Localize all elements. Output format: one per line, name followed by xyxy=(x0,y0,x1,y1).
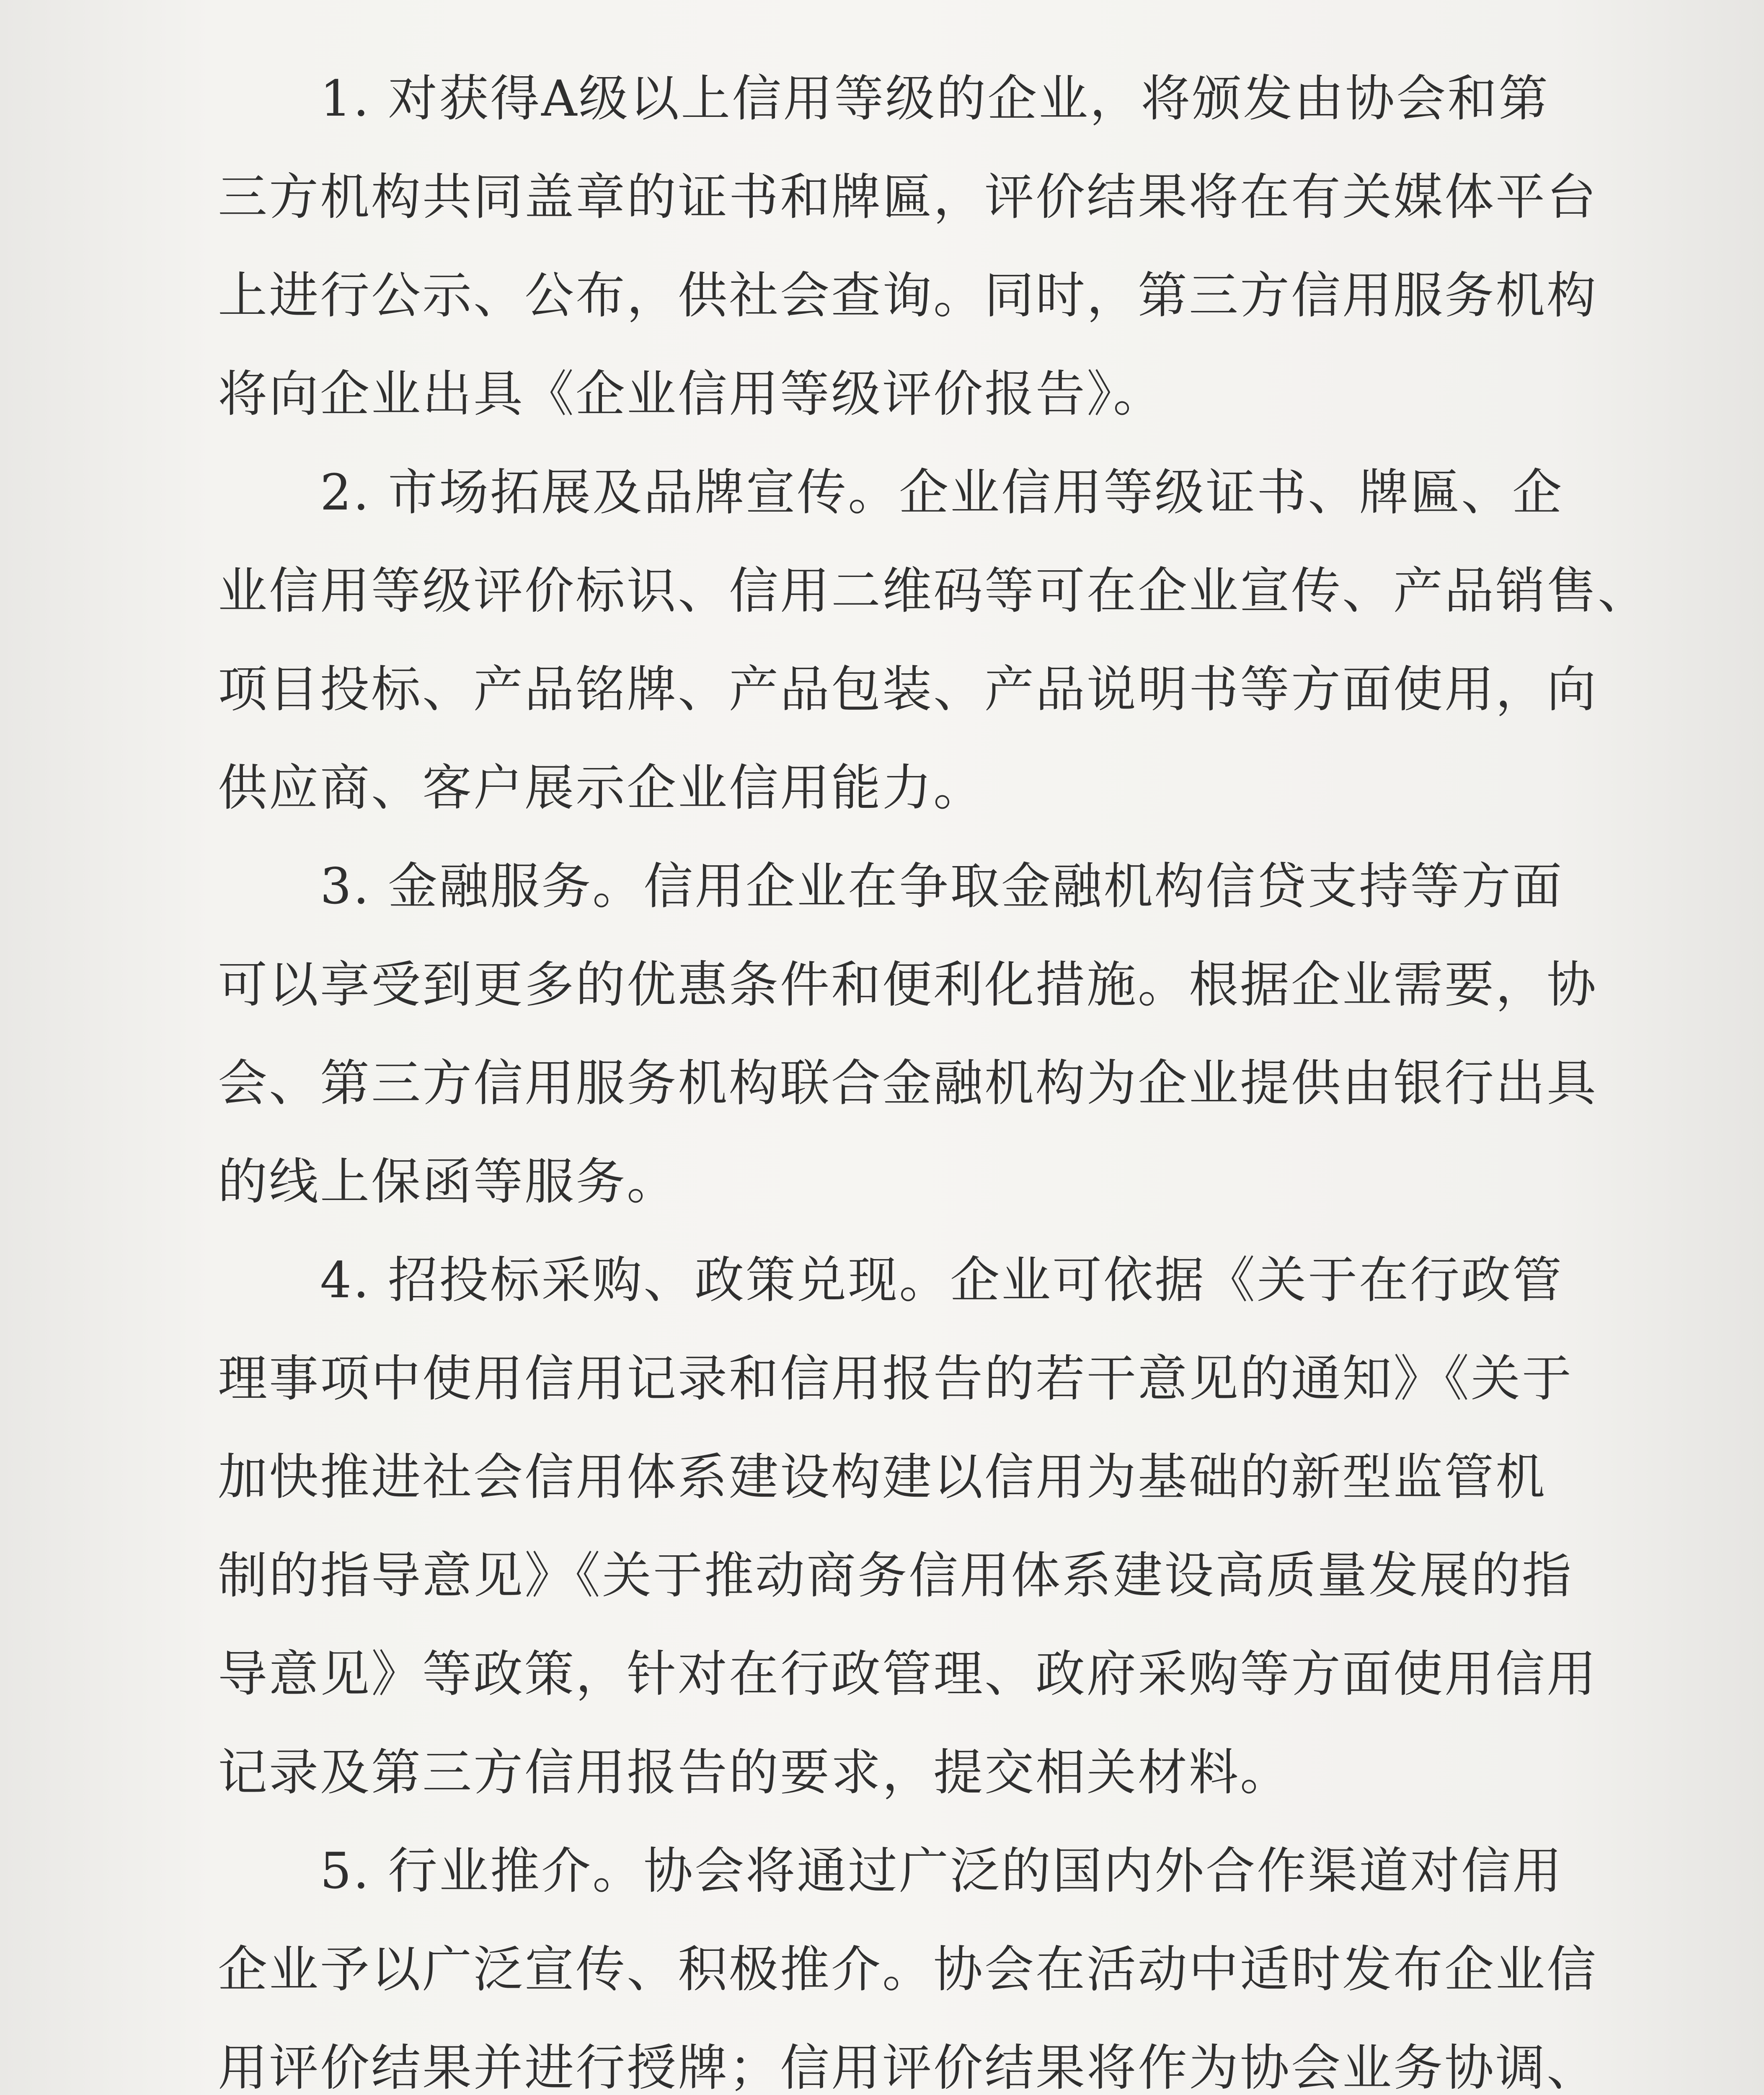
text-line: 理事项中使用信用记录和信用报告的若干意见的通知》《关于 xyxy=(218,1350,1573,1407)
text-line: 记录及第三方信用报告的要求，提交相关材料。 xyxy=(218,1743,1291,1801)
text-line: 将向企业出具《企业信用等级评价报告》。 xyxy=(218,365,1165,423)
text-line: 2. 市场拓展及品牌宣传。企业信用等级证书、牌匾、企 xyxy=(218,463,1564,521)
text-line: 导意见》等政策，针对在行政管理、政府采购等方面使用信用 xyxy=(218,1645,1598,1703)
text-line: 三方机构共同盖章的证书和牌匾，评价结果将在有关媒体平台 xyxy=(218,168,1598,226)
text-line: 5. 行业推介。协会将通过广泛的国内外合作渠道对信用 xyxy=(218,1842,1564,1900)
text-line: 可以享受到更多的优惠条件和便利化措施。根据企业需要，协 xyxy=(218,956,1598,1014)
text-line: 制的指导意见》《关于推动商务信用体系建设高质量发展的指 xyxy=(218,1547,1573,1604)
text-line: 供应商、客户展示企业信用能力。 xyxy=(218,759,985,817)
text-line: 企业予以广泛宣传、积极推介。协会在活动中适时发布企业信 xyxy=(218,1940,1598,1998)
text-line: 业信用等级评价标识、信用二维码等可在企业宣传、产品销售、 xyxy=(218,562,1649,620)
text-line: 会、第三方信用服务机构联合金融机构为企业提供由银行出具 xyxy=(218,1054,1598,1112)
text-line: 4. 招投标采购、政策兑现。企业可依据《关于在行政管 xyxy=(218,1251,1564,1309)
text-line: 项目投标、产品铭牌、产品包装、产品说明书等方面使用，向 xyxy=(218,660,1598,718)
text-line: 加快推进社会信用体系建设构建以信用为基础的新型监管机 xyxy=(218,1448,1547,1506)
text-line: 的线上保函等服务。 xyxy=(218,1153,678,1210)
text-line: 1. 对获得A级以上信用等级的企业，将颁发由协会和第 xyxy=(218,70,1550,127)
text-line: 用评价结果并进行授牌；信用评价结果将作为协会业务协调、 xyxy=(218,2039,1598,2095)
text-line: 上进行公示、公布，供社会查询。同时，第三方信用服务机构 xyxy=(218,266,1598,324)
text-line: 3. 金融服务。信用企业在争取金融机构信贷支持等方面 xyxy=(218,857,1564,915)
